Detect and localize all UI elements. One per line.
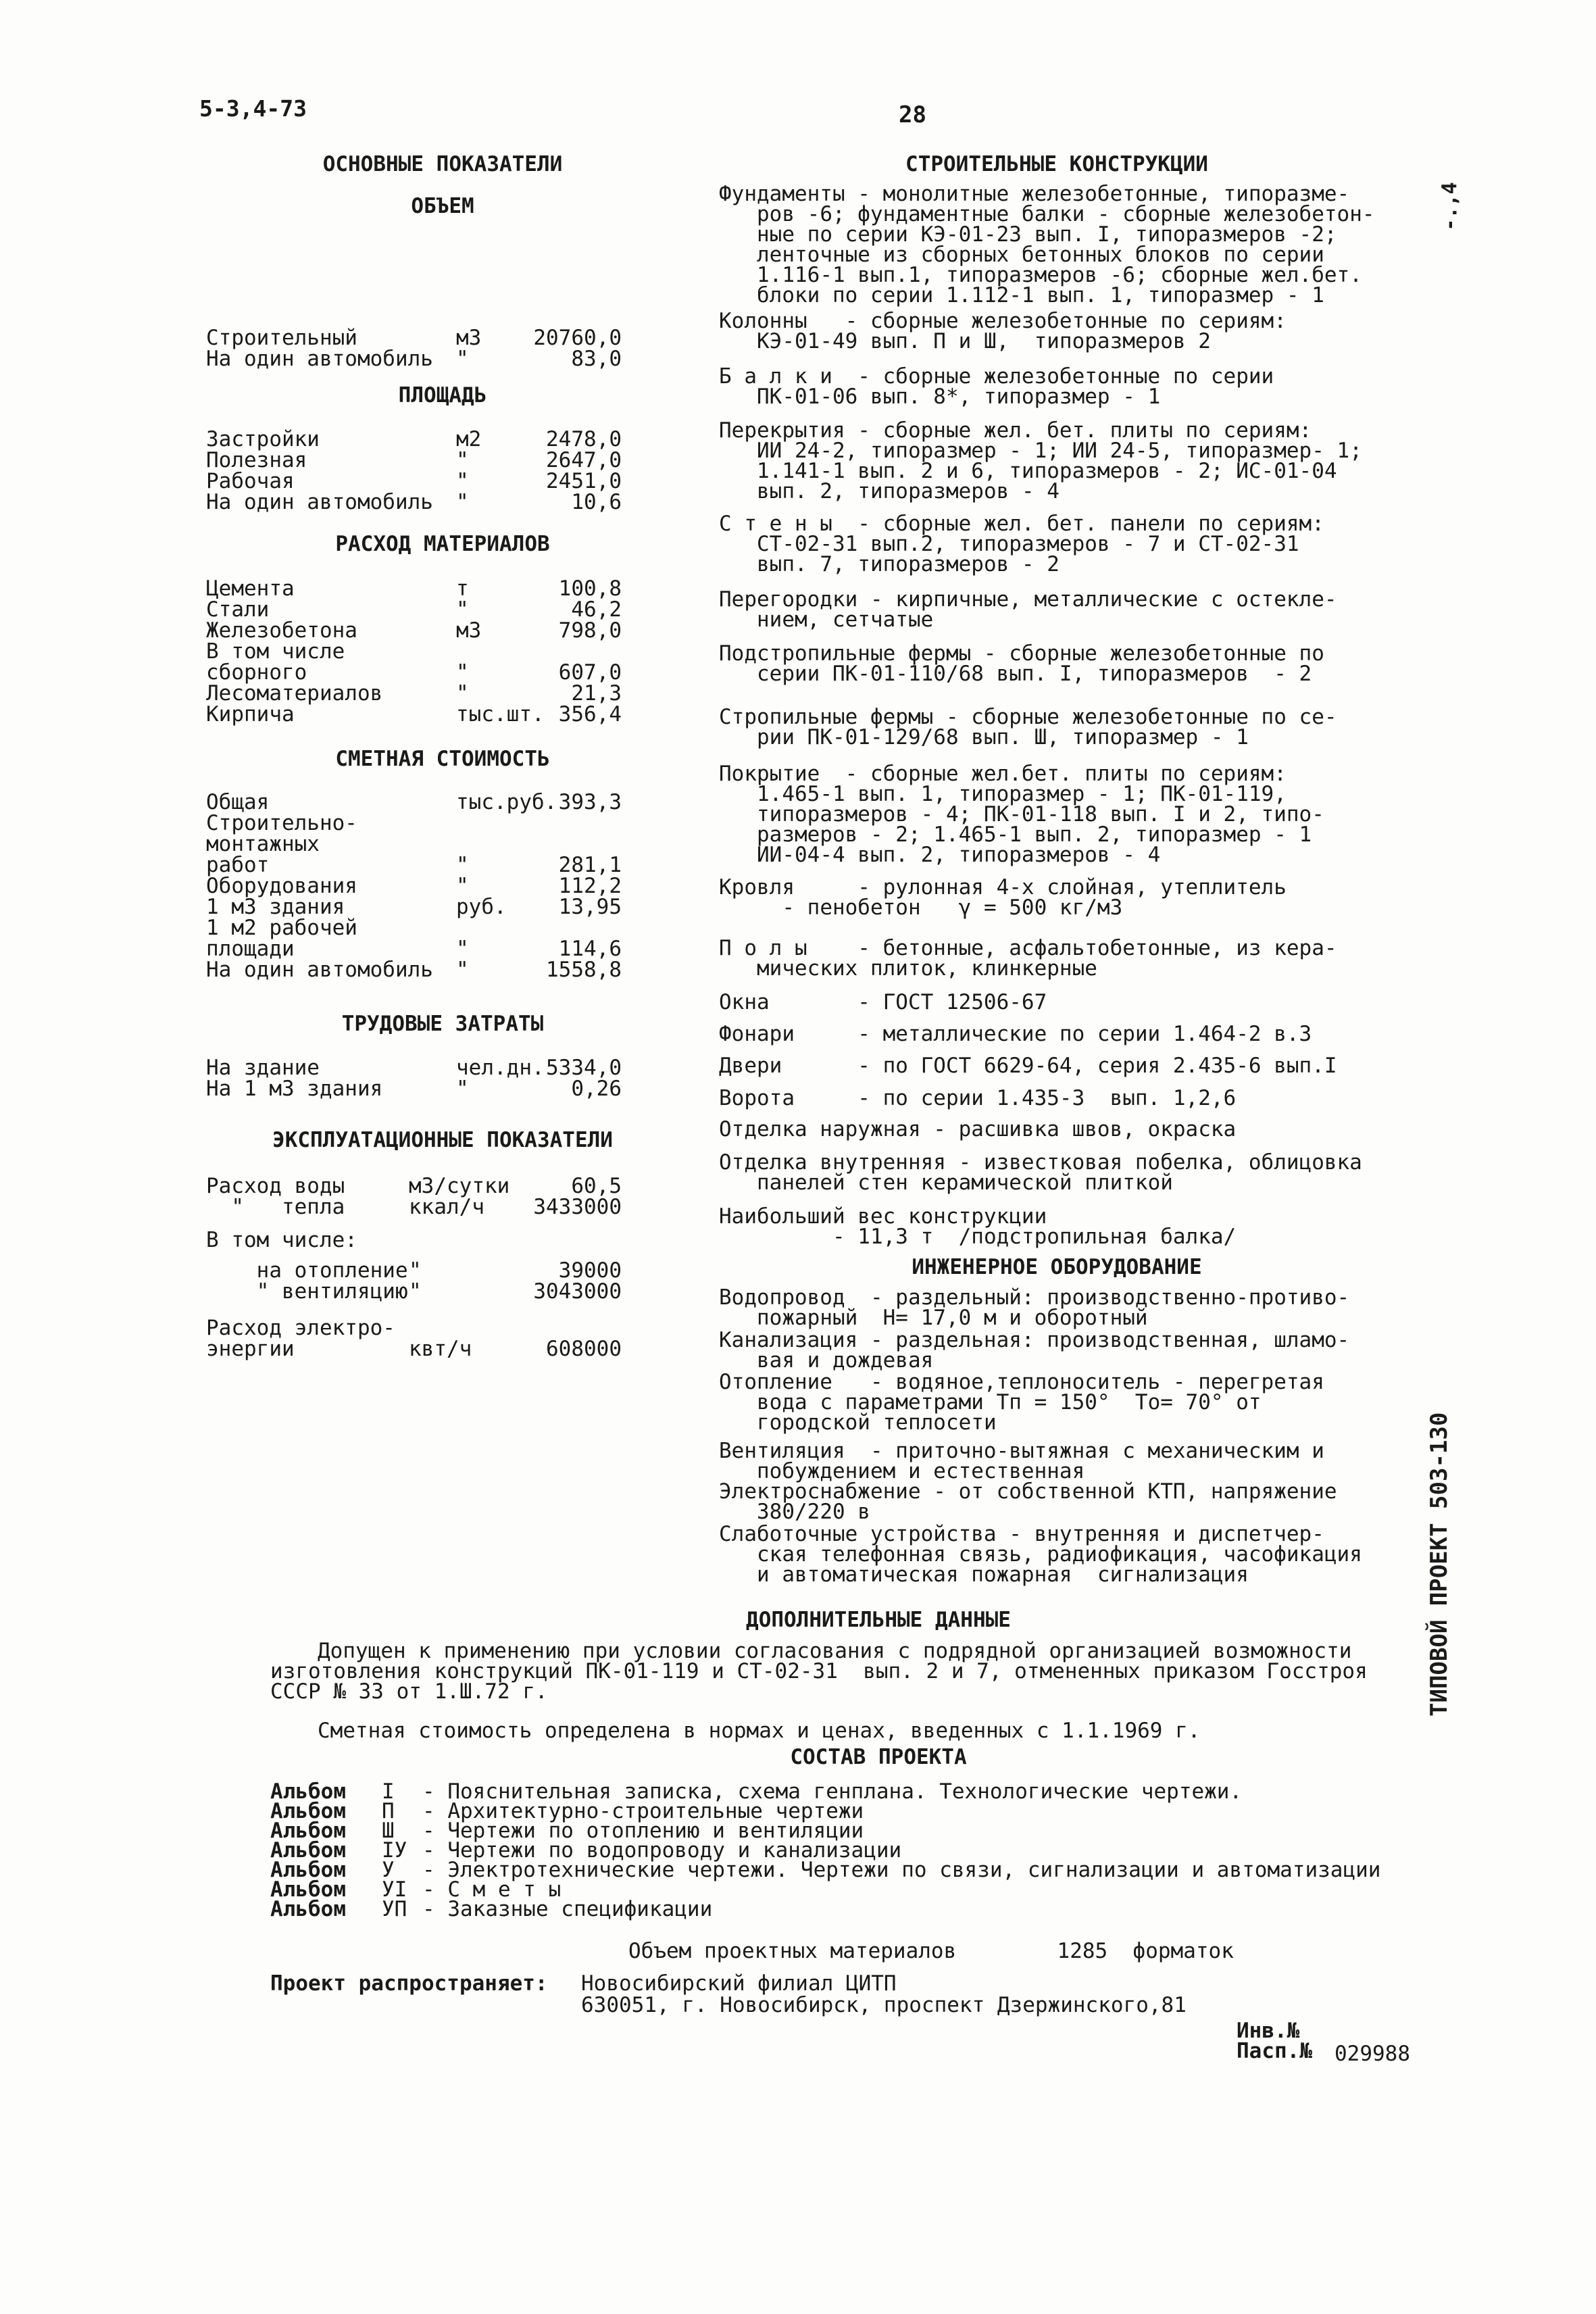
indicator-row xyxy=(206,1197,632,1218)
indicator-label: Кирпича xyxy=(206,702,295,727)
indicator-row xyxy=(206,897,632,918)
indicator-value: 393,3 xyxy=(558,790,622,814)
album-number: П xyxy=(382,1799,395,1823)
album-word: Альбом xyxy=(270,1799,346,1823)
indicator-row xyxy=(206,834,632,855)
indicator-unit: " xyxy=(456,660,469,685)
section-title: ПЛОЩАДЬ xyxy=(398,383,487,408)
indicator-row xyxy=(206,855,632,876)
album-number: IУ xyxy=(382,1838,407,1863)
structure-line: Стропильные фермы - сборные железобетонные по се- xyxy=(719,705,1337,729)
engineering-line: Отопление - водяное,теплоноситель - перегретая xyxy=(719,1370,1324,1394)
album-row xyxy=(270,1899,1419,1920)
album-word: Альбом xyxy=(270,1779,346,1804)
engineering-line: городской теплосети xyxy=(757,1410,997,1435)
engineering-line: Водопровод - раздельный: производственно-противо- xyxy=(719,1285,1350,1310)
album-word: Альбом xyxy=(270,1858,346,1882)
engineering-line: вая и дождевая xyxy=(757,1348,934,1373)
indicator-label: сборного xyxy=(206,660,307,685)
album-number: Ш xyxy=(382,1819,395,1843)
structure-line: ные по серии КЭ-01-23 вып. I, типоразмеров -2; xyxy=(757,222,1337,247)
indicator-label: работ xyxy=(206,853,270,877)
indicator-value: 60,5 xyxy=(571,1174,622,1198)
indicator-value: 112,2 xyxy=(558,874,622,898)
indicator-label: Расход электро- xyxy=(206,1316,395,1340)
indicator-value: 798,0 xyxy=(558,618,622,643)
indicator-unit: " xyxy=(456,937,469,961)
indicator-label: Строительный xyxy=(206,326,357,350)
indicator-unit: тыс.шт. xyxy=(456,702,545,727)
additional-data-title: ДОПОЛНИТЕЛЬНЫЕ ДАННЫЕ xyxy=(746,1608,1011,1632)
main-indicators-title: ОСНОВНЫЕ ПОКАЗАТЕЛИ xyxy=(322,152,563,176)
structure-line: типоразмеров - 4; ПК-01-118 вып. I и 2, типо- xyxy=(757,802,1324,827)
indicator-unit: " xyxy=(456,347,469,371)
structure-line: ров -6; фундаментные балки - сборные железобетон- xyxy=(757,202,1375,226)
album-description: - Архитектурно-строительные чертежи xyxy=(422,1799,864,1823)
structure-line: П о л ы - бетонные, асфальтобетонные, из кера- xyxy=(719,936,1337,960)
album-description: - Электротехнические чертежи. Чертежи по связи, сигнализации и автоматизации xyxy=(422,1858,1381,1882)
indicator-label: На один автомобиль xyxy=(206,347,433,371)
indicator-unit: т xyxy=(456,576,469,601)
indicator-row xyxy=(206,704,632,725)
additional-line-2: изготовления конструкций ПК-01-119 и СТ-02-31 вып. 2 и 7, отмененных приказом Госстроя xyxy=(270,1659,1368,1683)
indicator-value: 5334,0 xyxy=(546,1056,622,1080)
indicator-row xyxy=(206,683,632,704)
passport-number: 029988 xyxy=(1335,2042,1410,2066)
distributor-name: Новосибирский филиал ЦИТП xyxy=(581,1971,897,1996)
structure-line: Кровля - рулонная 4-х слойная, утеплитель xyxy=(719,875,1287,900)
indicator-value: 21,3 xyxy=(571,681,622,706)
structure-line: вып. 2, типоразмеров - 4 xyxy=(757,479,1059,503)
indicator-unit: " xyxy=(456,448,469,472)
indicator-value: 46,2 xyxy=(571,597,622,622)
structure-line: мических плиток, клинкерные xyxy=(757,956,1097,981)
album-number: I xyxy=(382,1779,395,1804)
engineering-line: Вентиляция - приточно-вытяжная с механическим и xyxy=(719,1439,1324,1463)
indicator-row xyxy=(206,429,632,450)
indicator-row xyxy=(206,1058,632,1079)
indicator-value: 3433000 xyxy=(533,1195,622,1219)
engineering-line: вода с параметрами Tп = 150° Tо= 70° от xyxy=(757,1390,1262,1414)
indicator-value: 100,8 xyxy=(558,576,622,601)
indicator-unit: квт/ч xyxy=(409,1337,472,1361)
structure-line: панелей стен керамической плиткой xyxy=(757,1171,1173,1195)
engineering-line: пожарный H= 17,0 м и оборотный xyxy=(757,1306,1148,1330)
structure-line: Подстропильные фермы - сборные железобетонные по xyxy=(719,641,1324,666)
engineering-line: ская телефонная связь, радиофикация, часофикация xyxy=(757,1542,1362,1567)
album-number: УП xyxy=(382,1897,407,1921)
structure-line: Ворота - по серии 1.435-3 вып. 1,2,6 xyxy=(719,1086,1237,1110)
series-code: 5-3,4-73 xyxy=(199,95,307,122)
indicator-label: На один автомобиль xyxy=(206,490,433,514)
structure-line: ИИ 24-2, типоразмер - 1; ИИ 24-5, типоразмер- 1; xyxy=(757,439,1362,463)
structure-line: Отделка внутренняя - известковая побелка, облицовка xyxy=(719,1150,1362,1175)
indicator-label: Полезная xyxy=(206,448,307,472)
indicator-label: монтажных xyxy=(206,832,320,856)
engineering-line: и автоматическая пожарная сигнализация xyxy=(757,1562,1249,1587)
indicator-label: На 1 м3 здания xyxy=(206,1077,383,1101)
structure-line: блоки по серии 1.112-1 вып. 1, типоразмер - 1 xyxy=(757,283,1324,307)
album-description: - Чертежи по водопроводу и канализации xyxy=(422,1838,902,1863)
structure-line: - пенобетон γ = 500 кг/м3 xyxy=(757,895,1123,920)
indicator-label: На здание xyxy=(206,1056,320,1080)
indicator-label: Железобетона xyxy=(206,618,357,643)
structure-line: Наибольший вес конструкции xyxy=(719,1204,1047,1229)
indicator-label: Рабочая xyxy=(206,469,295,493)
structure-line: СТ-02-31 вып.2, типоразмеров - 7 и СТ-02-31 xyxy=(757,532,1299,556)
indicator-row xyxy=(206,349,632,370)
structure-line: серии ПК-01-110/68 вып. I, типоразмеров - 2 xyxy=(757,662,1312,686)
indicator-row xyxy=(206,450,632,471)
indicator-label: Оборудования xyxy=(206,874,357,898)
indicator-unit: " xyxy=(409,1279,422,1304)
inventory-number-label: Инв.№ xyxy=(1237,2019,1300,2043)
indicator-label: Застройки xyxy=(206,427,320,451)
indicator-row xyxy=(206,876,632,897)
indicator-unit: м3/сутки xyxy=(409,1174,510,1198)
indicator-value: 2647,0 xyxy=(546,448,622,472)
indicator-row xyxy=(206,1230,632,1251)
indicator-row xyxy=(206,960,632,981)
structure-line: С т е н ы - сборные жел. бет. панели по сериям: xyxy=(719,512,1324,536)
album-word: Альбом xyxy=(270,1819,346,1843)
additional-line-1: Допущен к применению при условии согласования с подрядной организацией возможности xyxy=(318,1639,1352,1663)
indicator-value: 281,1 xyxy=(558,853,622,877)
structure-line: - 11,3 т /подстропильная балка/ xyxy=(757,1225,1237,1249)
section-title: РАСХОД МАТЕРИАЛОВ xyxy=(335,532,550,556)
indicator-unit: " xyxy=(456,874,469,898)
indicator-unit: ккал/ч xyxy=(409,1195,484,1219)
structure-line: 1.141-1 вып. 2 и 6, типоразмеров - 2; ИС-01-04 xyxy=(757,459,1337,483)
indicator-row xyxy=(206,492,632,513)
indicator-value: 356,4 xyxy=(558,702,622,727)
album-word: Альбом xyxy=(270,1838,346,1863)
structure-line: размеров - 2; 1.465-1 вып. 2, типоразмер - 1 xyxy=(757,822,1312,847)
structures-title: СТРОИТЕЛЬНЫЕ КОНСТРУКЦИИ xyxy=(905,152,1208,176)
indicator-label: площади xyxy=(206,937,295,961)
indicator-unit: м3 xyxy=(456,326,482,350)
indicator-unit: " xyxy=(456,469,469,493)
structure-line: Покрытие - сборные жел.бет. плиты по сериям: xyxy=(719,762,1287,786)
indicator-row xyxy=(206,1339,632,1360)
indicator-row xyxy=(206,662,632,683)
indicator-label: Цемента xyxy=(206,576,295,601)
indicator-row xyxy=(206,1176,632,1197)
album-number: УI xyxy=(382,1877,407,1902)
corner-mark: -.,4 xyxy=(1438,182,1462,231)
indicator-label: " тепла xyxy=(206,1195,345,1219)
structure-line: Колонны - сборные железобетонные по сериям: xyxy=(719,309,1287,333)
indicator-value: 114,6 xyxy=(558,937,622,961)
indicator-unit: м3 xyxy=(456,618,482,643)
indicator-unit: " xyxy=(456,853,469,877)
indicator-row xyxy=(206,1318,632,1339)
indicator-value: 2451,0 xyxy=(546,469,622,493)
indicator-row xyxy=(206,620,632,641)
indicator-row xyxy=(206,939,632,960)
indicator-unit: " xyxy=(456,958,469,982)
indicator-unit: " xyxy=(409,1258,422,1283)
indicator-label: Стали xyxy=(206,597,270,622)
indicator-label: В том числе: xyxy=(206,1228,357,1252)
section-title: ЭКСПЛУАТАЦИОННЫЕ ПОКАЗАТЕЛИ xyxy=(272,1128,613,1152)
indicator-label: на отопление xyxy=(206,1258,408,1283)
indicator-unit: руб. xyxy=(456,895,507,919)
indicator-unit: м2 xyxy=(456,427,482,451)
indicator-unit: тыс.руб. xyxy=(456,790,557,814)
album-word: Альбом xyxy=(270,1897,346,1921)
structure-line: Перегородки - кирпичные, металлические с остекле- xyxy=(719,587,1337,612)
indicator-label: На один автомобиль xyxy=(206,958,433,982)
estimate-note: Сметная стоимость определена в нормах и ценах, введенных с 1.1.1969 г. xyxy=(318,1719,1201,1743)
indicator-row xyxy=(206,1079,632,1100)
indicator-value: 607,0 xyxy=(558,660,622,685)
indicator-value: 83,0 xyxy=(571,347,622,371)
structure-line: Отделка наружная - расшивка швов, окраска xyxy=(719,1117,1237,1141)
album-description: - С м е т ы xyxy=(422,1877,562,1902)
album-description: - Пояснительная записка, схема генплана. Технологические чертежи. xyxy=(422,1779,1243,1804)
passport-number-label: Пасп.№ xyxy=(1237,2039,1312,2063)
structure-line: вып. 7, типоразмеров - 2 xyxy=(757,552,1059,576)
engineering-line: Канализация - раздельная: производственная, шламо- xyxy=(719,1328,1350,1352)
engineering-line: Электроснабжение - от собственной КТП, напряжение xyxy=(719,1479,1337,1504)
indicator-row xyxy=(206,1260,632,1281)
indicator-label: Расход воды xyxy=(206,1174,345,1198)
album-number: У xyxy=(382,1858,395,1882)
page-number: 28 xyxy=(899,101,926,128)
engineering-line: побуждением и естественная xyxy=(757,1459,1085,1483)
structure-line: 1.465-1 вып. 1, типоразмер - 1; ПК-01-119, xyxy=(757,782,1287,806)
indicator-row xyxy=(206,328,632,349)
structure-line: Б а л к и - сборные железобетонные по серии xyxy=(719,364,1274,389)
indicator-label: " вентиляцию xyxy=(206,1279,408,1304)
structure-line: Двери - по ГОСТ 6629-64, серия 2.435-6 вып.I xyxy=(719,1054,1337,1078)
indicator-label: Общая xyxy=(206,790,270,814)
side-stamp: ТИПОВОЙ ПРОЕКТ 503-130 xyxy=(1426,1412,1453,1717)
structure-line: КЭ-01-49 вып. П и Ш, типоразмеров 2 xyxy=(757,329,1211,353)
indicator-value: 608000 xyxy=(546,1337,622,1361)
indicator-row xyxy=(206,1281,632,1302)
structure-line: ИИ-04-4 вып. 2, типоразмеров - 4 xyxy=(757,843,1161,867)
structure-line: Перекрытия - сборные жел. бет. плиты по сериям: xyxy=(719,418,1312,443)
section-title: ОБЪЕМ xyxy=(411,194,474,218)
indicator-label: 1 м2 рабочей xyxy=(206,916,357,940)
indicator-unit: " xyxy=(456,681,469,706)
indicator-value: 1558,8 xyxy=(546,958,622,982)
indicator-value: 39000 xyxy=(558,1258,622,1283)
section-title: СМЕТНАЯ СТОИМОСТЬ xyxy=(335,747,550,771)
structure-line: Фонари - металлические по серии 1.464-2 в.3 xyxy=(719,1022,1312,1046)
indicator-label: энергии xyxy=(206,1337,295,1361)
indicator-unit: " xyxy=(456,1077,469,1101)
structure-line: ПК-01-06 вып. 8*, типоразмер - 1 xyxy=(757,385,1161,409)
indicator-unit: " xyxy=(456,597,469,622)
indicator-value: 3043000 xyxy=(533,1279,622,1304)
indicator-row xyxy=(206,792,632,813)
indicator-unit: чел.дн. xyxy=(456,1056,545,1080)
structure-line: Окна - ГОСТ 12506-67 xyxy=(719,990,1047,1014)
engineering-title: ИНЖЕНЕРНОЕ ОБОРУДОВАНИЕ xyxy=(912,1255,1202,1279)
structure-line: ленточные из сборных бетонных блоков по серии xyxy=(757,243,1324,267)
distributor-label: Проект распространяет: xyxy=(270,1971,548,1996)
structure-line: 1.116-1 вып.1, типоразмеров -6; сборные жел.бет. xyxy=(757,263,1362,287)
indicator-value: 2478,0 xyxy=(546,427,622,451)
album-word: Альбом xyxy=(270,1877,346,1902)
indicator-row xyxy=(206,641,632,662)
indicator-row xyxy=(206,599,632,620)
engineering-line: 380/220 в xyxy=(757,1500,870,1524)
indicator-value: 0,26 xyxy=(571,1077,622,1101)
indicator-label: Лесоматериалов xyxy=(206,681,383,706)
indicator-row xyxy=(206,471,632,492)
engineering-line: Слаботочные устройства - внутренняя и диспетчер- xyxy=(719,1522,1324,1546)
structure-line: рии ПК-01-129/68 вып. Ш, типоразмер - 1 xyxy=(757,725,1249,749)
indicator-label: 1 м3 здания xyxy=(206,895,345,919)
album-description: - Заказные спецификации xyxy=(422,1897,713,1921)
indicator-unit: " xyxy=(456,490,469,514)
indicator-value: 20760,0 xyxy=(533,326,622,350)
indicator-row xyxy=(206,578,632,599)
structure-line: нием, сетчатые xyxy=(757,608,934,632)
album-description: - Чертежи по отоплению и вентиляции xyxy=(422,1819,864,1843)
indicator-row xyxy=(206,813,632,834)
structure-line: Фундаменты - монолитные железобетонные, типоразме- xyxy=(719,182,1350,206)
indicator-row xyxy=(206,918,632,939)
indicator-value: 13,95 xyxy=(558,895,622,919)
indicator-label: Строительно- xyxy=(206,811,357,835)
additional-line-3: СССР № 33 от 1.Ш.72 г. xyxy=(270,1679,548,1704)
section-title: ТРУДОВЫЕ ЗАТРАТЫ xyxy=(341,1012,544,1036)
indicator-label: В том числе xyxy=(206,639,345,664)
volume-line: Объем проектных материалов 1285 форматок xyxy=(628,1939,1234,1963)
indicator-value: 10,6 xyxy=(571,490,622,514)
distributor-address: 630051, г. Новосибирск, проспект Дзержинского,81 xyxy=(581,1993,1187,2017)
composition-title: СОСТАВ ПРОЕКТА xyxy=(790,1745,967,1769)
